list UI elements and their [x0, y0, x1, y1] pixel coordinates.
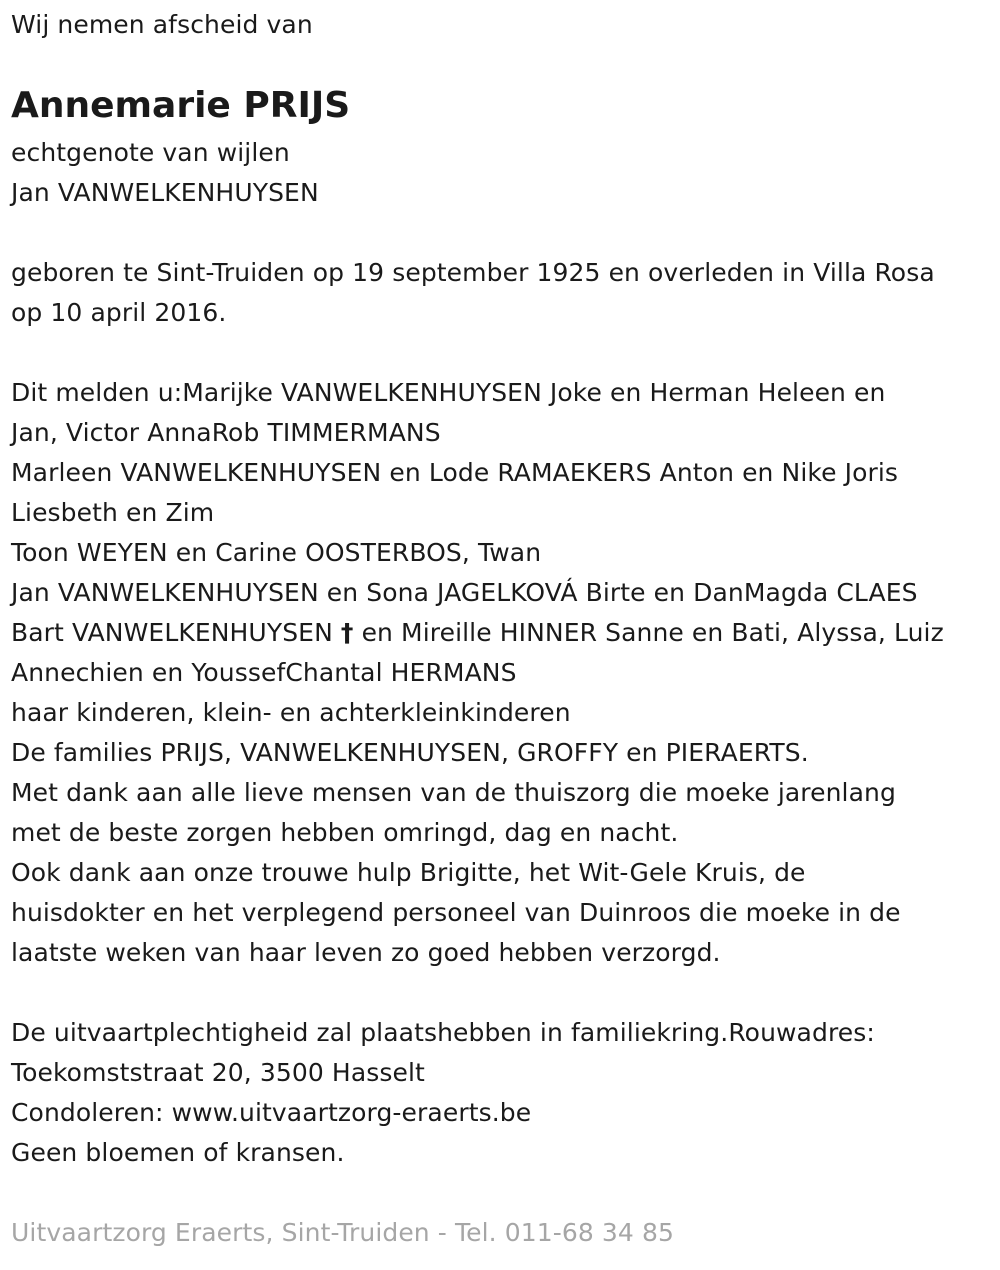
- family-line: haar kinderen, klein- en achterkleinkinderen: [11, 698, 571, 727]
- mourning-address: Toekomststraat 20, 3500 Hasselt: [11, 1058, 425, 1087]
- intro-text: Wij nemen afscheid van: [11, 10, 313, 39]
- spouse-name: Jan VANWELKENHUYSEN: [11, 178, 319, 207]
- thanks-line: Ook dank aan onze trouwe hulp Brigitte, het Wit-Gele Kruis, de: [11, 858, 806, 887]
- thanks-line: huisdokter en het verplegend personeel van Duinroos die moeke in de: [11, 898, 901, 927]
- funeral-info-block: [11, 1013, 875, 1173]
- spouse-block: [11, 133, 319, 213]
- family-line: De families PRIJS, VANWELKENHUYSEN, GROFFY en PIERAERTS.: [11, 738, 809, 767]
- family-line: Liesbeth en Zim: [11, 498, 215, 527]
- family-line-part: en Mireille HINNER Sanne en Bati, Alyssa, Luiz: [353, 618, 944, 647]
- thanks-line: Met dank aan alle lieve mensen van de thuiszorg die moeke jarenlang: [11, 778, 896, 807]
- family-line: Marleen VANWELKENHUYSEN en Lode RAMAEKERS Anton en Nike Joris: [11, 458, 899, 487]
- deceased-name: Annemarie PRIJS: [11, 85, 351, 126]
- family-line: Dit melden u:Marijke VANWELKENHUYSEN Joke en Herman Heleen en: [11, 378, 886, 407]
- no-flowers-note: Geen bloemen of kransen.: [11, 1138, 345, 1167]
- funeral-home-footer: Uitvaartzorg Eraerts, Sint-Truiden - Tel. 011-68 34 85: [11, 1218, 674, 1247]
- thanks-line: laatste weken van haar leven zo goed hebben verzorgd.: [11, 938, 721, 967]
- family-block: [11, 373, 944, 973]
- family-line: Toon WEYEN en Carine OOSTERBOS, Twan: [11, 538, 542, 567]
- family-line: Annechien en YoussefChantal HERMANS: [11, 658, 517, 687]
- funeral-line: De uitvaartplechtigheid zal plaatshebben in familiekring.Rouwadres:: [11, 1018, 875, 1047]
- cross-icon: †: [340, 618, 354, 647]
- family-line: Jan, Victor AnnaRob TIMMERMANS: [11, 418, 441, 447]
- family-line: Jan VANWELKENHUYSEN en Sona JAGELKOVÁ Birte en DanMagda CLAES: [11, 578, 918, 607]
- birth-death-block: [11, 253, 935, 333]
- thanks-line: met de beste zorgen hebben omringd, dag en nacht.: [11, 818, 679, 847]
- family-line: [11, 613, 944, 653]
- birth-death-line: geboren te Sint-Truiden op 19 september 1925 en overleden in Villa Rosa: [11, 258, 935, 287]
- spouse-relation: echtgenote van wijlen: [11, 138, 290, 167]
- family-line-part: Bart VANWELKENHUYSEN: [11, 618, 341, 647]
- condolence-link[interactable]: Condoleren: www.uitvaartzorg-eraerts.be: [11, 1098, 532, 1127]
- birth-death-line: op 10 april 2016.: [11, 298, 227, 327]
